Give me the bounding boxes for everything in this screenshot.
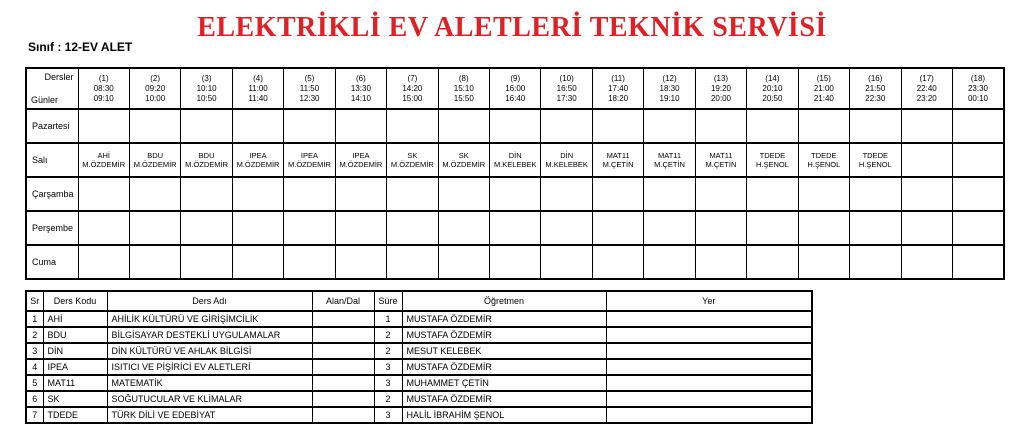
lesson-cell xyxy=(850,177,901,211)
ders-kodu-cell: BDU xyxy=(43,327,107,343)
period-header xyxy=(592,68,643,109)
period-end: 10:50 xyxy=(196,93,217,103)
lesson-cell xyxy=(798,211,849,245)
lesson-cell xyxy=(592,211,643,245)
sr-cell: 4 xyxy=(26,359,43,375)
period-start: 15:10 xyxy=(453,83,474,93)
ders-kodu-cell: TDEDE xyxy=(43,407,107,423)
lesson-cell xyxy=(284,245,335,279)
lesson-cell xyxy=(78,143,129,177)
lessons-col-header: Ders Kodu xyxy=(43,291,107,311)
lesson-cell xyxy=(335,245,386,279)
lesson-code: SK xyxy=(458,151,469,160)
period-no: (4) xyxy=(253,73,263,83)
lesson-cell xyxy=(592,177,643,211)
lesson-cell xyxy=(438,245,489,279)
lesson-cell xyxy=(78,211,129,245)
period-end: 15:50 xyxy=(453,93,474,103)
period-end: 20:50 xyxy=(762,93,783,103)
period-start: 20:10 xyxy=(762,83,783,93)
ders-kodu-cell: MAT11 xyxy=(43,375,107,391)
lesson-cell xyxy=(850,211,901,245)
period-header xyxy=(232,68,283,109)
lesson-cell xyxy=(78,109,129,143)
period-start: 18:30 xyxy=(659,83,680,93)
ogretmen-cell: MUHAMMET ÇETİN xyxy=(402,375,606,391)
lesson-cell xyxy=(798,109,849,143)
lesson-code: DİN xyxy=(508,151,522,160)
sure-cell: 3 xyxy=(374,407,402,423)
lesson-code: IPEA xyxy=(249,151,267,160)
lesson-cell xyxy=(490,109,541,143)
period-no: (18) xyxy=(970,73,986,83)
lesson-cell xyxy=(387,211,438,245)
day-label: Cuma xyxy=(26,245,78,279)
period-header xyxy=(438,68,489,109)
period-end: 20:00 xyxy=(710,93,731,103)
day-label: Salı xyxy=(26,143,78,177)
lesson-cell xyxy=(592,143,643,177)
ders-kodu-cell: IPEA xyxy=(43,359,107,375)
lesson-cell xyxy=(541,143,592,177)
lesson-cell xyxy=(232,211,283,245)
period-end: 18:20 xyxy=(608,93,629,103)
ders-adi-cell: SOĞUTUCULAR VE KLİMALAR xyxy=(107,391,312,407)
ders-adi-cell: BİLGİSAYAR DESTEKLİ UYGULAMALAR xyxy=(107,327,312,343)
period-end: 11:40 xyxy=(248,93,268,103)
alan-dal-cell xyxy=(312,311,374,327)
sr-cell: 2 xyxy=(26,327,43,343)
lesson-code: DİN xyxy=(560,151,574,160)
period-end: 09:10 xyxy=(93,93,114,103)
lesson-row xyxy=(26,311,812,327)
lesson-row xyxy=(26,343,812,359)
yer-cell xyxy=(606,327,812,343)
corner-cell xyxy=(26,68,78,109)
lesson-cell xyxy=(952,177,1004,211)
period-header xyxy=(181,68,232,109)
period-no: (2) xyxy=(150,73,161,83)
period-start: 21:50 xyxy=(865,83,886,93)
period-no: (9) xyxy=(510,73,521,83)
lessons-table xyxy=(25,290,813,424)
lesson-teacher: M.KELEBEK xyxy=(493,160,537,169)
period-end: 17:30 xyxy=(556,93,577,103)
lesson-code: BDU xyxy=(198,151,215,160)
period-header xyxy=(798,68,849,109)
period-start: 22:40 xyxy=(916,83,937,93)
period-header xyxy=(335,68,386,109)
period-no: (11) xyxy=(611,73,625,83)
alan-dal-cell xyxy=(312,375,374,391)
period-start: 14:20 xyxy=(402,83,423,93)
lesson-cell xyxy=(438,177,489,211)
lesson-cell xyxy=(181,245,232,279)
ders-kodu-cell: SK xyxy=(43,391,107,407)
period-no: (8) xyxy=(458,73,469,83)
lesson-cell xyxy=(438,143,489,177)
lesson-code: MAT11 xyxy=(709,151,733,160)
ogretmen-cell: MUSTAFA ÖZDEMİR xyxy=(402,359,606,375)
period-header xyxy=(284,68,335,109)
corner-label-dersler: Dersler xyxy=(44,72,74,82)
period-start: 23:30 xyxy=(967,83,988,93)
lesson-cell xyxy=(952,143,1004,177)
lesson-cell xyxy=(541,245,592,279)
sure-cell: 3 xyxy=(374,375,402,391)
lesson-cell xyxy=(798,245,849,279)
lesson-cell xyxy=(438,211,489,245)
period-start: 08:30 xyxy=(93,83,114,93)
lesson-code: TDEDE xyxy=(811,151,837,160)
lesson-cell xyxy=(284,109,335,143)
lesson-cell xyxy=(798,177,849,211)
lesson-teacher: M.ÖZDEMİR xyxy=(442,160,486,169)
lesson-cell xyxy=(490,211,541,245)
period-end: 22:30 xyxy=(865,93,886,103)
ders-kodu-cell: DİN xyxy=(43,343,107,359)
period-header xyxy=(850,68,901,109)
lesson-cell xyxy=(952,211,1004,245)
lesson-cell xyxy=(490,245,541,279)
period-header xyxy=(901,68,952,109)
lessons-header-row xyxy=(26,291,812,311)
period-end: 21:40 xyxy=(813,93,834,103)
lesson-teacher: M.ÇETİN xyxy=(602,160,634,169)
sure-cell: 3 xyxy=(374,359,402,375)
period-header xyxy=(644,68,695,109)
lesson-row xyxy=(26,407,812,423)
lesson-cell xyxy=(695,143,746,177)
lesson-row xyxy=(26,391,812,407)
sr-cell: 5 xyxy=(26,375,43,391)
period-end: 16:40 xyxy=(505,93,526,103)
ders-adi-cell: ISITICI VE PİŞİRİCİ EV ALETLERİ xyxy=(107,359,312,375)
lesson-cell xyxy=(438,109,489,143)
lesson-teacher: M.ÖZDEMİR xyxy=(82,160,126,169)
period-start: 19:20 xyxy=(710,83,731,93)
period-header xyxy=(541,68,592,109)
sure-cell: 1 xyxy=(374,311,402,327)
sure-cell: 2 xyxy=(374,327,402,343)
lesson-cell xyxy=(592,109,643,143)
period-header xyxy=(78,68,129,109)
ogretmen-cell: HALİL İBRAHİM ŞENOL xyxy=(402,407,606,423)
lesson-cell xyxy=(592,245,643,279)
lesson-cell xyxy=(644,177,695,211)
lesson-cell xyxy=(181,211,232,245)
lesson-cell xyxy=(747,211,798,245)
lesson-cell xyxy=(901,109,952,143)
yer-cell xyxy=(606,391,812,407)
yer-cell xyxy=(606,359,812,375)
lesson-code: IPEA xyxy=(352,151,370,160)
lesson-cell xyxy=(798,143,849,177)
period-end: 10:00 xyxy=(145,93,166,103)
lessons-col-header: Öğretmen xyxy=(402,291,606,311)
period-start: 16:00 xyxy=(505,83,526,93)
lesson-teacher: M.ÖZDEMİR xyxy=(236,160,280,169)
lessons-col-header: Süre xyxy=(374,291,402,311)
lesson-cell xyxy=(644,109,695,143)
lesson-code: AHİ xyxy=(97,151,110,160)
lesson-code: SK xyxy=(407,151,418,160)
lesson-cell xyxy=(129,245,180,279)
day-row xyxy=(26,109,1004,143)
period-end: 14:10 xyxy=(350,93,371,103)
lesson-cell xyxy=(901,143,952,177)
day-row xyxy=(26,143,1004,177)
lesson-code: TDEDE xyxy=(862,151,888,160)
ders-adi-cell: DİN KÜLTÜRÜ VE AHLAK BİLGİSİ xyxy=(107,343,312,359)
sr-cell: 1 xyxy=(26,311,43,327)
lesson-cell xyxy=(952,109,1004,143)
lesson-cell xyxy=(747,143,798,177)
lesson-cell xyxy=(850,143,901,177)
lesson-cell xyxy=(850,109,901,143)
lesson-row xyxy=(26,375,812,391)
lesson-cell xyxy=(901,245,952,279)
lesson-code: TDEDE xyxy=(759,151,786,160)
period-start: 21:00 xyxy=(813,83,834,93)
period-no: (13) xyxy=(713,73,729,83)
lesson-cell xyxy=(644,211,695,245)
lesson-cell xyxy=(129,109,180,143)
lesson-cell xyxy=(541,177,592,211)
lesson-teacher: H.ŞENOL xyxy=(755,160,789,169)
lesson-cell xyxy=(181,177,232,211)
period-start: 09:20 xyxy=(145,83,166,93)
yer-cell xyxy=(606,407,812,423)
period-no: (17) xyxy=(919,73,934,83)
day-label: Pazartesi xyxy=(26,109,78,143)
yer-cell xyxy=(606,375,812,391)
timetable-header-row xyxy=(26,68,1004,109)
lessons-col-header: Yer xyxy=(606,291,812,311)
lesson-cell xyxy=(335,143,386,177)
day-row xyxy=(26,177,1004,211)
lesson-cell xyxy=(747,245,798,279)
ogretmen-cell: MUSTAFA ÖZDEMİR xyxy=(402,327,606,343)
period-start: 17:40 xyxy=(608,83,629,93)
class-label: Sınıf : 12-EV ALET xyxy=(28,40,133,54)
alan-dal-cell xyxy=(312,359,374,375)
lesson-teacher: M.ÖZDEMİR xyxy=(185,160,229,169)
ders-adi-cell: AHİLİK KÜLTÜRÜ VE GİRİŞİMCİLİK xyxy=(107,311,312,327)
lesson-cell xyxy=(850,245,901,279)
day-row xyxy=(26,245,1004,279)
period-end: 12:30 xyxy=(299,93,320,103)
period-start: 11:00 xyxy=(248,83,268,93)
lesson-code: IPEA xyxy=(300,151,319,160)
day-label: Çarşamba xyxy=(26,177,78,211)
period-header xyxy=(695,68,746,109)
ogretmen-cell: MUSTAFA ÖZDEMİR xyxy=(402,391,606,407)
period-header xyxy=(952,68,1004,109)
lesson-cell xyxy=(901,177,952,211)
lesson-code: MAT11 xyxy=(658,151,682,160)
lesson-cell xyxy=(335,211,386,245)
lesson-cell xyxy=(335,109,386,143)
lesson-code: BDU xyxy=(147,151,164,160)
lesson-cell xyxy=(181,109,232,143)
lesson-cell xyxy=(490,177,541,211)
sr-cell: 3 xyxy=(26,343,43,359)
ders-adi-cell: MATEMATİK xyxy=(107,375,312,391)
lesson-cell xyxy=(747,109,798,143)
lesson-row xyxy=(26,327,812,343)
lesson-teacher: M.ÖZDEMİR xyxy=(390,160,434,169)
period-no: (12) xyxy=(662,73,677,83)
corner-label-gunler: Günler xyxy=(31,95,59,105)
period-no: (10) xyxy=(559,73,574,83)
period-no: (5) xyxy=(304,73,315,83)
period-header xyxy=(490,68,541,109)
period-no: (7) xyxy=(407,73,418,83)
lesson-teacher: M.ÇETİN xyxy=(654,160,685,169)
lesson-cell xyxy=(644,245,695,279)
lesson-cell xyxy=(695,211,746,245)
lesson-cell xyxy=(695,245,746,279)
lesson-teacher: H.ŞENOL xyxy=(807,160,841,169)
lesson-cell xyxy=(695,177,746,211)
day-row xyxy=(26,211,1004,245)
period-no: (3) xyxy=(201,73,212,83)
period-end: 23:20 xyxy=(916,93,937,103)
period-no: (6) xyxy=(356,73,366,83)
period-header xyxy=(747,68,798,109)
lesson-cell xyxy=(284,211,335,245)
lesson-cell xyxy=(232,245,283,279)
ogretmen-cell: MUSTAFA ÖZDEMİR xyxy=(402,311,606,327)
yer-cell xyxy=(606,311,812,327)
period-end: 19:10 xyxy=(659,93,680,103)
period-start: 16:50 xyxy=(556,83,577,93)
period-header xyxy=(129,68,180,109)
lesson-cell xyxy=(695,109,746,143)
period-no: (14) xyxy=(765,73,780,83)
sr-cell: 7 xyxy=(26,407,43,423)
period-no: (16) xyxy=(868,73,883,83)
lesson-cell xyxy=(78,245,129,279)
alan-dal-cell xyxy=(312,327,374,343)
lesson-cell xyxy=(129,211,180,245)
lesson-cell xyxy=(284,177,335,211)
period-header xyxy=(387,68,438,109)
period-start: 13:30 xyxy=(350,83,371,93)
period-start: 10:10 xyxy=(196,83,217,93)
lesson-teacher: M.ÖZDEMİR xyxy=(288,160,331,169)
lesson-cell xyxy=(232,109,283,143)
lesson-cell xyxy=(129,177,180,211)
yer-cell xyxy=(606,343,812,359)
alan-dal-cell xyxy=(312,407,374,423)
lesson-cell xyxy=(644,143,695,177)
lesson-teacher: M.ÖZDEMİR xyxy=(133,160,177,169)
lesson-teacher: H.ŞENOL xyxy=(858,160,892,169)
day-label: Perşembe xyxy=(26,211,78,245)
sure-cell: 2 xyxy=(374,343,402,359)
lesson-cell xyxy=(387,245,438,279)
lesson-cell xyxy=(129,143,180,177)
sr-cell: 6 xyxy=(26,391,43,407)
lesson-cell xyxy=(284,143,335,177)
ogretmen-cell: MESUT KELEBEK xyxy=(402,343,606,359)
lesson-row xyxy=(26,359,812,375)
page-title: ELEKTRİKLİ EV ALETLERİ TEKNİK SERVİSİ xyxy=(197,12,827,43)
lesson-cell xyxy=(181,143,232,177)
ders-adi-cell: TÜRK DİLİ VE EDEBİYAT xyxy=(107,407,312,423)
period-no: (15) xyxy=(816,73,831,83)
lesson-cell xyxy=(747,177,798,211)
period-no: (1) xyxy=(98,73,109,83)
lesson-cell xyxy=(952,245,1004,279)
lesson-cell xyxy=(78,177,129,211)
lesson-cell xyxy=(335,177,386,211)
period-end: 15:00 xyxy=(402,93,423,103)
period-end: 00:10 xyxy=(967,93,988,103)
lesson-cell xyxy=(232,177,283,211)
weekly-timetable xyxy=(25,67,1005,280)
lesson-cell xyxy=(541,109,592,143)
lesson-cell xyxy=(387,109,438,143)
lessons-col-header: Sr xyxy=(26,291,43,311)
alan-dal-cell xyxy=(312,343,374,359)
ders-kodu-cell: AHİ xyxy=(43,311,107,327)
lessons-col-header: Ders Adı xyxy=(107,291,312,311)
alan-dal-cell xyxy=(312,391,374,407)
lesson-cell xyxy=(387,143,438,177)
lesson-cell xyxy=(541,211,592,245)
lesson-teacher: M.ÇETİN xyxy=(705,160,737,169)
lesson-teacher: M.ÖZDEMİR xyxy=(339,160,383,169)
lessons-col-header: Alan/Dal xyxy=(312,291,374,311)
period-start: 11:50 xyxy=(299,83,320,93)
sure-cell: 2 xyxy=(374,391,402,407)
lesson-cell xyxy=(232,143,283,177)
lesson-cell xyxy=(387,177,438,211)
lesson-cell xyxy=(901,211,952,245)
lesson-cell xyxy=(490,143,541,177)
lesson-teacher: M.KELEBEK xyxy=(545,160,588,169)
lesson-code: MAT11 xyxy=(606,151,630,160)
